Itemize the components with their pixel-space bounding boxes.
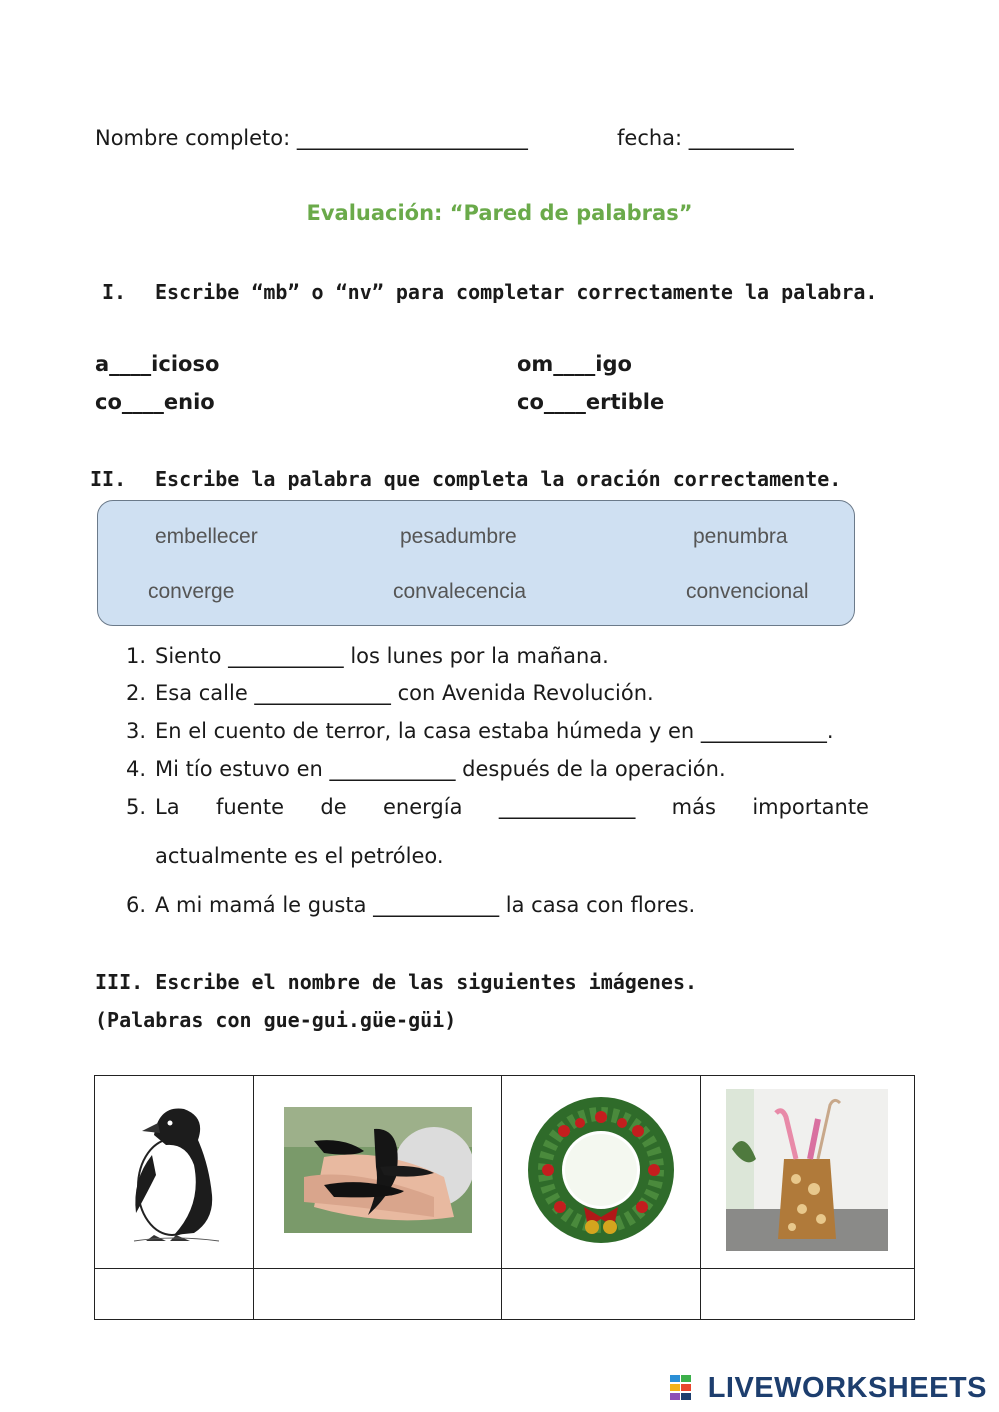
sentence-3[interactable]: En el cuento de terror, la casa estaba húmeda y en ____________. bbox=[155, 719, 834, 743]
leech-image bbox=[284, 1107, 472, 1233]
sentence-word: más bbox=[671, 795, 716, 819]
section3-instruction: III. Escribe el nombre de las siguientes imágenes. bbox=[95, 970, 698, 994]
section1-numeral: I. bbox=[102, 280, 127, 304]
liveworksheets-logo: LIVEWORKSHEETS bbox=[707, 1372, 987, 1404]
bank-word: convencional bbox=[686, 580, 809, 603]
section3-subtitle: (Palabras con gue-gui.güe-güi) bbox=[95, 1008, 457, 1032]
sentence-1[interactable]: Siento ___________ los lunes por la mañana. bbox=[155, 644, 609, 668]
bank-word: pesadumbre bbox=[400, 525, 517, 548]
sentence-6[interactable]: A mi mamá le gusta ____________ la casa con flores. bbox=[155, 893, 696, 917]
image-table bbox=[94, 1075, 915, 1320]
word-bank bbox=[97, 500, 855, 626]
sentence-word: energía bbox=[383, 795, 463, 819]
sentence-number: 2. bbox=[125, 681, 146, 705]
sentence-2[interactable]: Esa calle _____________ con Avenida Revolución. bbox=[155, 681, 654, 705]
word-blank-2[interactable]: om____igo bbox=[517, 352, 632, 376]
bank-word: convalecencia bbox=[393, 580, 527, 603]
sentence-number: 1. bbox=[125, 644, 146, 668]
bank-word: penumbra bbox=[693, 525, 788, 548]
answer-cell[interactable] bbox=[502, 1269, 700, 1320]
name-line[interactable]: Nombre completo: ______________________ bbox=[95, 126, 528, 150]
answer-cell[interactable] bbox=[254, 1269, 502, 1320]
sentence-number: 6. bbox=[125, 893, 146, 917]
sentence-5-continued: actualmente es el petróleo. bbox=[155, 844, 444, 868]
answer-cell[interactable] bbox=[95, 1269, 254, 1320]
answer-cell[interactable] bbox=[700, 1269, 914, 1320]
bank-word: converge bbox=[148, 580, 235, 603]
sentence-5[interactable] bbox=[155, 795, 869, 819]
word-blank-3[interactable]: co____enio bbox=[95, 390, 215, 414]
section2-numeral: II. bbox=[90, 467, 127, 491]
bank-word: embellecer bbox=[155, 525, 258, 548]
section1-instruction: Escribe “mb” o “nv” para completar correctamente la palabra. bbox=[155, 280, 878, 304]
section2-instruction: Escribe la palabra que completa la oración correctamente. bbox=[155, 467, 842, 491]
sentence-number: 5. bbox=[125, 795, 146, 819]
word-blank-1[interactable]: a____icioso bbox=[95, 352, 220, 376]
sentence-number: 4. bbox=[125, 757, 146, 781]
image-cell bbox=[254, 1076, 502, 1269]
liveworksheets-icon bbox=[670, 1375, 692, 1401]
image-cell bbox=[502, 1076, 700, 1269]
sentence-blank[interactable]: _____________ bbox=[498, 795, 636, 819]
wreath-image bbox=[526, 1095, 676, 1245]
umbrella-stand-image bbox=[726, 1089, 888, 1251]
sentence-word: fuente bbox=[215, 795, 285, 819]
date-line[interactable]: fecha: __________ bbox=[617, 126, 794, 150]
sentence-word: La bbox=[155, 795, 180, 819]
sentence-4[interactable]: Mi tío estuvo en ____________ después de la operación. bbox=[155, 757, 726, 781]
penguin-image bbox=[114, 1095, 234, 1245]
sentence-number: 3. bbox=[125, 719, 146, 743]
word-blank-4[interactable]: co____ertible bbox=[517, 390, 665, 414]
sentence-word: de bbox=[320, 795, 347, 819]
image-cell bbox=[700, 1076, 914, 1269]
page-title: Evaluación: “Pared de palabras” bbox=[306, 201, 693, 225]
sentence-word: importante bbox=[752, 795, 869, 819]
image-cell bbox=[95, 1076, 254, 1269]
